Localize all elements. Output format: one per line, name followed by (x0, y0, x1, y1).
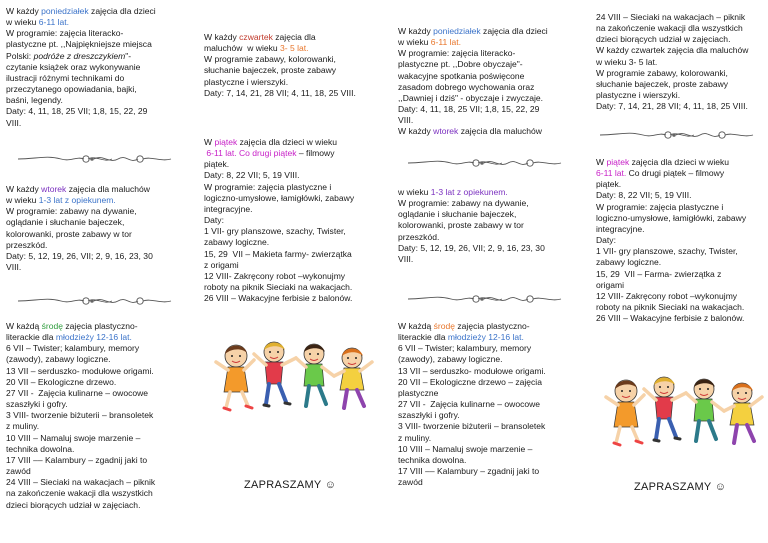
text: – filmowy piątek. Daty: 8, 22 VII; 5, 19 VIII. W programie: zajęcia plastyczne i logiczno-umysłowe, łamigłówki, zabawy integracyjne. Daty: 1 VII- gry planszowe, szachy, Twister, zabawy logiczne. 15, 29 VII – Makieta farmy- zwierzątka z origami 12 VIII- Zakręcony robot –wykonujmy roboty na piknik Sieciaki na wakacjach. 26 VIII – Wakacyjne ferbisie z balonów. (204, 148, 355, 304)
text: zajęcia dla maluchów w wieku (204, 32, 316, 54)
text: W każdy (204, 32, 240, 42)
friday-section (204, 137, 384, 304)
monday-section (398, 26, 578, 138)
ornamental-divider-icon (16, 294, 176, 308)
wednesday-section (398, 321, 578, 488)
text: W każdą (398, 321, 434, 331)
text: W programie: zabawy na dywanie, oglądanie i słuchanie bajeczek, kolorowanki, proste zabawy w tor przeszkód. Daty: 5, 12, 19, 26, VII; 2, 9, 16, 23, 30 VIII. (6, 206, 153, 273)
text: w wieku (398, 187, 431, 197)
text: zajęcia dla maluchów w wieku (6, 184, 150, 206)
text: "- czytanie książek oraz wykonywanie ilustracji różnymi technikami do przeczytanego opowiadania, bajki, baśni, legendy. Daty: 4, 11, 18, 25 VII; 1,8, 15, 22, 29 VIII. (6, 50, 148, 128)
age-group: młodzieży 12-16 lat. (447, 332, 524, 343)
day-name: poniedziałek (433, 26, 481, 36)
text: zajęcia plastyczno- literackie dla (6, 321, 138, 343)
text: W (596, 157, 607, 167)
age-group: 3- 5 lat. (280, 43, 309, 54)
age-group: 6-11 lat. (38, 17, 70, 28)
age-group: młodzieży 12-16 lat. (55, 332, 132, 343)
ornamental-divider-icon (406, 292, 566, 306)
day-name: wtorek (41, 184, 67, 194)
ornamental-divider-icon (16, 152, 176, 166)
text: W programie zabawy, kolorowanki, słuchanie bajeczek, proste zabawy plastyczne i wierszyki. Daty: 7, 14, 21, 28 VII; 4, 11, 18, 25 VIII. (204, 54, 356, 98)
day-name: poniedziałek (41, 6, 89, 16)
age-group: 1-3 lat z opiekunem. (430, 187, 508, 197)
text: W programie: zajęcia literacko- plastyczne pt. ,,Dobre obyczaje"- wakacyjne spotkania poświęcone zasadom dobrego wychowania oraz ,,Dawniej i dziś" - obyczaje i zwyczaje. Daty: 4, 11, 18, 25 VII; 1,8, 15, 22, 29 VIII. W każdy (398, 48, 544, 137)
day-name: piątek (214, 137, 238, 147)
friday-section (596, 157, 766, 324)
tuesday-section (6, 184, 191, 273)
text: zajęcia dla dzieci w wieku (6, 6, 156, 28)
age-group: 6-11 lat. Co drugi piątek (206, 148, 297, 159)
text: zajęcia dla maluchów (458, 126, 542, 137)
tuesday-section (398, 187, 578, 265)
text: Co drugi piątek – filmowy piątek. Daty: 8, 22 VII; 5, 19 VIII. W programie: zajęcia plastyczne i logiczno-umysłowe, łamigłówki, zabawy integracyjne. Daty: 1 VII- gry planszowe, szachy, Twister, zabawy logiczne. 15, 29 VII – Farma- zwierzątka z origami 12 VIII- Zakręcony robot –wykonujmy roboty na piknik Sieciaki na wakacjach. 26 VIII – Wakacyjne ferbisie z balonów. (596, 168, 747, 324)
text: W każdy (6, 6, 42, 16)
text: W każdy (398, 26, 434, 36)
text: W programie: zajęcia literacko- plastyczne pt. ,,Najpiękniejsze miejsca Polski: (6, 28, 152, 61)
day-name: wtorek (433, 126, 459, 137)
text: W każdy (6, 184, 42, 194)
text: zajęcia dla dzieci w wieku (239, 137, 338, 147)
text: W (204, 137, 215, 147)
program-title: podróże z dreszczykiem (33, 50, 126, 61)
thursday-section (204, 32, 384, 99)
age-group: 6-11 lat. (596, 168, 627, 179)
dancing-children-illustration (604, 375, 768, 458)
text: 6 VII – Twister; kalambury, memory (zawody), zabawy logiczne. 13 VII – serduszko- modułowe origami. 20 VII – Ekologiczne drzewo – zajęcia plastyczne 27 VII - Zajęcia kulinarne – owocowe szaszłyki i gofry. 3 VIII- tworzenie biżuterii – bransoletek z muliny. 10 VIII – Namaluj swoje marzenie – technika dowolna. 17 VIII –– Kalambury – zgadnij jaki to zawód (398, 343, 546, 488)
closing-invitation: ZAPRASZAMY ☺ (244, 479, 337, 491)
day-name: czwartek (239, 32, 273, 42)
ornamental-divider-icon (598, 128, 758, 142)
text: zajęcia plastyczno- literackie dla (398, 321, 530, 343)
age-group: 6-11 lat. (430, 37, 462, 48)
closing-invitation: ZAPRASZAMY ☺ (634, 481, 727, 493)
dancing-children-illustration (214, 340, 384, 423)
day-name: środę (433, 321, 456, 331)
ornamental-divider-icon (406, 156, 566, 170)
day-name: środę (41, 321, 64, 331)
monday-section (6, 6, 191, 129)
age-group: 1-3 lat z opiekunem. (38, 195, 116, 206)
thursday-section: 24 VIII – Sieciaki na wakacjach – piknik na zakończenie wakacji dla wszystkich dzieci biorących udział w zajęciach. W każdy czwartek zajęcia dla maluchów w wieku 3- 5 lat. W programie zabawy, kolorowanki, słuchanie bajeczek, proste zabawy plastyczne i wierszyki. Daty: 7, 14, 21, 28 VII; 4, 11, 18, 25 VIII. (596, 12, 749, 112)
text: 6 VII – Twister; kalambury, memory (zawody), zabawy logiczne. 13 VII – serduszko- modułowe origami. 20 VII – Ekologiczne drzewo. 27 VII - Zajęcia kulinarne – owocowe szaszłyki i gofry. 3 VIII- tworzenie biżuterii – bransoletek z muliny. 10 VIII – Namaluj swoje marzenie – technika dowolna. 17 VIII –– Kalambury – zgadnij jaki to zawód 24 VIII – Sieciaki na wakacjach – piknik na zakończenie wakacji dla wszystkich dzieci biorących udział w zajęciach. (6, 343, 156, 510)
text: W programie: zabawy na dywanie, oglądanie i słuchanie bajeczek, kolorowanki, proste zabawy w tor przeszkód. Daty: 5, 12, 19, 26, VII; 2, 9, 16, 23, 30 VIII. (398, 198, 545, 264)
wednesday-section (6, 321, 191, 511)
text: zajęcia dla dzieci w wieku (398, 26, 548, 48)
text: W każdą (6, 321, 42, 331)
text: zajęcia dla dzieci w wieku (631, 157, 730, 167)
day-name: piątek (606, 157, 630, 167)
